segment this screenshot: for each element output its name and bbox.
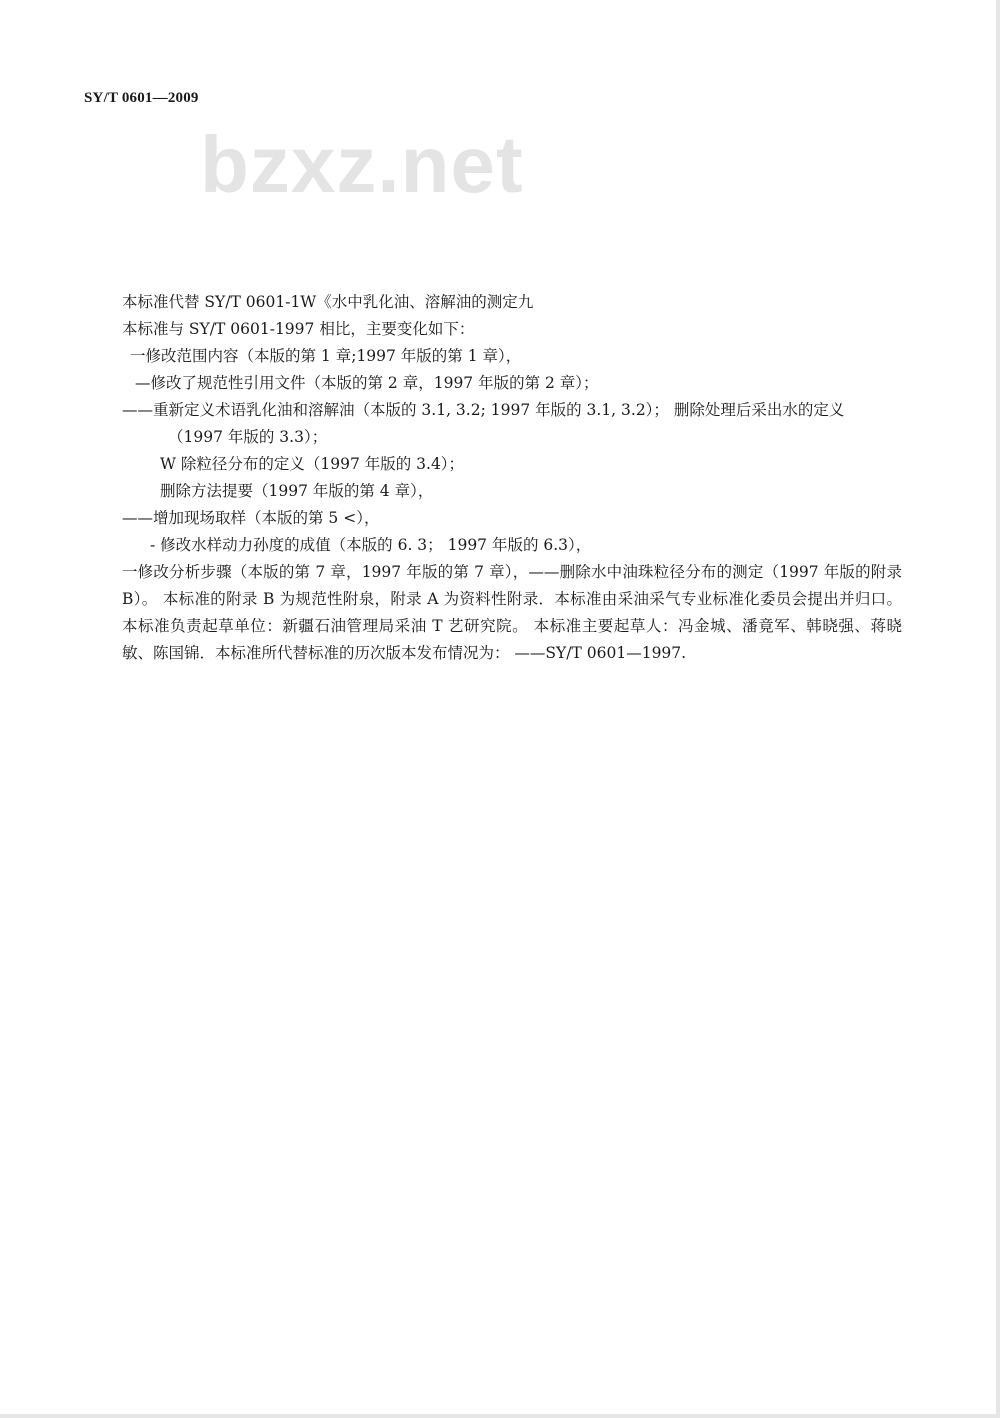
foreword-line-replaces: 本标准代替 SY/T 0601-1W《水中乳化油、溶解油的测定九 [122,293,534,311]
change-item-viscosity: - 修改水样动力孙度的成值（本版的 6. 3； 1997 年版的 6.3）， [150,536,592,554]
page-edge-right [996,0,1000,1418]
page-edge-bottom [0,1414,1000,1418]
foreword-closing-paragraph: 一修改分析步骤（本版的第 7 章，1997 年版的第 7 章），——删除水中油珠粒径分布的测定（1997 年版的附录 B）。 本标准的附录 B 为规范性附泉，附录 A 为资料性附录．本标准由采油采气专业标准化委员会提出并归口。 本标准负责起草单位：新疆石油管理局采油 T 艺研究院。 本标准主要起草人：冯金城、潘竟军、韩晓强、蒋晓敏、陈国锦．本标准所代替标准的历次版本发布情况为： ——SY/T 0601—1997. [122,563,902,662]
change-item-method-summary: 删除方法提要（1997 年版的第 4 章）， [160,482,434,500]
foreword-section [122,289,902,667]
change-item-references: —修改了规范性引用文件（本版的第 2 章，1997 年版的第 2 章）； [135,374,599,392]
foreword-line-comparison: 本标准与 SY/T 0601-1997 相比，主要变化如下： [122,320,475,338]
change-item-terms: ——重新定义术语乳化油和溶解油（本版的 3.1, 3.2; 1997 年版的 3.1, 3.2）； 删除处理后采出水的定义 [122,401,845,419]
watermark: bzxz.net [200,120,524,209]
change-item-scope: 一修改范围内容（本版的第 1 章;1997 年版的第 1 章）， [130,347,522,365]
standard-code: SY/T 0601—2009 [84,90,199,106]
change-item-field-sampling: ——增加现场取样（本版的第 5 <）， [122,509,380,527]
change-item-particle-size: W 除粒径分布的定义（1997 年版的 3.4）； [160,455,465,473]
change-item-terms-cont: （1997 年版的 3.3）； [168,428,328,446]
